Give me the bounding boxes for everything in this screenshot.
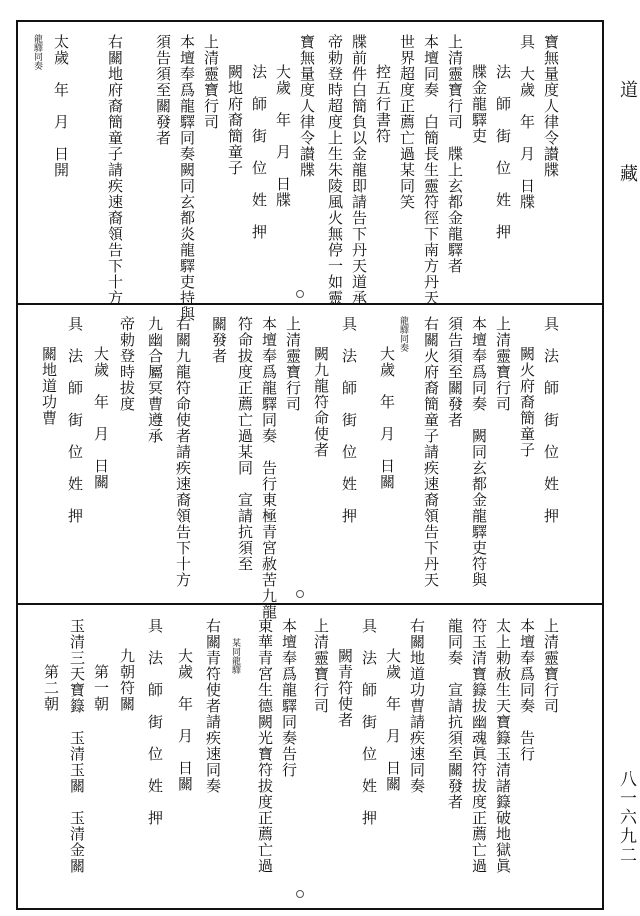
annotation: 龍驛同奏 <box>32 34 42 70</box>
text-column: 具 法 師 街 位 姓 押 <box>360 618 378 826</box>
text-column: 關地道功曹 <box>40 346 58 426</box>
text-column: 世界超度正薦亡過某同笑 <box>398 34 416 210</box>
text-column: 須告須至關發者 <box>154 34 172 146</box>
text-column: 闕地府裔簡童子 <box>226 64 244 176</box>
text-column: 具 大歲 年 月 日牒 <box>518 34 536 210</box>
text-column: 闕火府裔簡童子 <box>518 346 536 458</box>
text-column: 上清靈寶行司 <box>202 34 220 130</box>
text-column: 本壇奉爲同奏 闕同玄都金龍驛吏符與 <box>470 316 488 588</box>
text-column: 上清靈寶行司 <box>312 618 330 714</box>
text-column: 右關地府裔簡童子請疾速裔領告下十方 <box>106 34 124 306</box>
text-column: 符玉清寶籙拔幽魂眞符拔度正薦亡過 <box>470 618 488 874</box>
text-column: 符命拔度正薦亡過某同 宣請抗須至 <box>236 316 254 572</box>
text-column: 第一朝 <box>92 664 110 712</box>
text-column: 帝勅登時拔度 <box>118 316 136 412</box>
text-column: 大歲 年 月 日牒 <box>274 64 292 208</box>
text-column: 本壇奉爲龍驛同奏 告行東極青宮赦苦九龍 <box>260 316 278 620</box>
text-column: 上清靈寶行司 <box>284 316 302 412</box>
text-column: 本壇奉爲同奏 告行 <box>518 618 536 762</box>
text-column: 龍同奏 宣請抗須至關發者 <box>446 618 464 810</box>
text-column: 玉清三天寶籙 玉清玉關 玉清金關 <box>68 618 86 874</box>
text-column: 寶無量度人律令讃牒 <box>298 34 316 178</box>
text-column: 大歲 年 月 日關 <box>92 346 110 490</box>
text-column: 關發者 <box>210 316 228 364</box>
text-column: 右關九龍符命使者請疾速裔領告下十方 <box>174 316 192 588</box>
text-column: 上清靈寶行司 牒上玄都金龍驛者 <box>446 34 464 274</box>
text-column: 闕青符使者 <box>336 648 354 728</box>
circle-mark-icon <box>296 590 304 598</box>
text-column: 具 法 師 街 位 姓 押 <box>340 316 358 524</box>
text-column: 具 法 師 街 位 姓 押 <box>66 316 84 524</box>
text-column: 上清靈寶行司 <box>542 618 560 714</box>
text-column: 本壇奉爲龍驛同奏闕同玄都炎龍驛吏持與 <box>178 34 196 322</box>
text-column: 寶無量度人律令讃牒 <box>542 34 560 178</box>
text-column: 具 法 師 街 位 姓 押 <box>146 618 164 826</box>
text-column: 太上勅赦生天寶籙玉清諸籙破地獄眞 <box>494 618 512 874</box>
text-column: 東華青宮生德闕光寶符拔度正薦亡過 <box>256 618 274 874</box>
text-column: 右關地道功曹請疾速同奏 <box>408 618 426 794</box>
page-number: 八一六九二 <box>616 770 636 865</box>
text-column: 右關火府裔簡童子請疾速裔領告下丹天 <box>422 316 440 588</box>
text-column: 法 師 街 位 姓 押 <box>250 64 268 240</box>
circle-mark-icon <box>296 290 304 298</box>
text-column: 控五行書符 <box>374 64 392 144</box>
text-column: 具 法 師 街 位 姓 押 <box>542 316 560 524</box>
annotation: 某同龍驛 <box>230 638 240 674</box>
text-column: 本壇同奏 白簡長生靈符徑下南方丹天 <box>422 34 440 306</box>
text-column: 九幽合屬冥曹遵承 <box>146 316 164 444</box>
text-column: 本壇奉爲龍驛同奏告行 <box>280 618 298 778</box>
text-column: 牒前件白簡負以金龍即請告下丹天道承 <box>350 34 368 306</box>
text-column: 上清靈寶行司 <box>494 316 512 412</box>
text-column: 大歲 年 月 日關 <box>378 346 396 490</box>
text-column: 太歲 年 月 日開 <box>52 34 70 178</box>
text-column: 第二朝 <box>42 664 60 712</box>
text-column: 大歲 年 月 日關 <box>176 648 194 792</box>
circle-mark-icon <box>296 890 304 898</box>
text-column: 闕九龍符命使者 <box>312 346 330 458</box>
text-column: 須告須至關發者 <box>446 316 464 428</box>
annotation: 龍驛同奏 <box>398 316 408 352</box>
panel-divider-bottom <box>16 603 604 605</box>
text-column: 九朝符關 <box>118 648 136 712</box>
text-column: 大歲 年 月 日關 <box>384 648 402 792</box>
text-column: 牒金龍驛吏 <box>470 64 488 144</box>
margin-title: 道 藏 <box>617 80 638 206</box>
text-column: 右關青符使者請疾速同奏 <box>204 618 222 794</box>
text-column: 帝勅登時超度上生朱陵風火無停一如靈 <box>326 34 344 306</box>
text-column: 法 師 街 位 姓 押 <box>494 64 512 240</box>
panel-divider-top <box>16 303 604 305</box>
